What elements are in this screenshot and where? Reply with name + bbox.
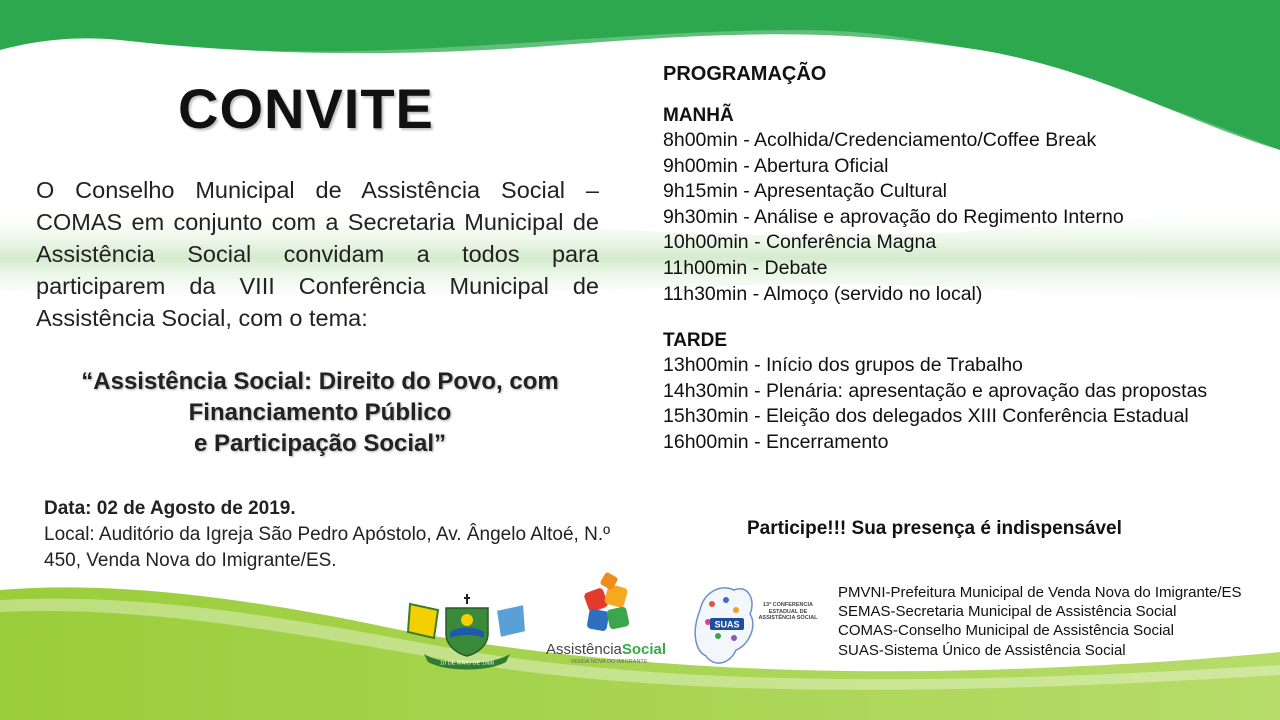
assistencia-subtitle: VENDA NOVA DO IMIGRANTE bbox=[570, 659, 648, 665]
schedule-item: 9h00min - Abertura Oficial bbox=[663, 154, 889, 177]
coat-of-arms-ribbon-text: 10 DE MAIO DE 1988 bbox=[440, 660, 494, 667]
theme-line: e Participação Social” bbox=[193, 430, 447, 457]
credits-list bbox=[838, 583, 1242, 660]
credit-line: SEMAS-Secretaria Municipal de Assistência Social bbox=[838, 603, 1177, 621]
svg-text:AssistênciaSocial bbox=[546, 641, 666, 658]
conference-theme bbox=[30, 366, 610, 459]
event-location: Local: Auditório da Igreja São Pedro Apóstolo, Av. Ângelo Altoé, N.º 450, Venda Nova do Imigrante/ES. bbox=[44, 524, 611, 571]
credit-line: SUAS-Sistema Único de Assistência Social bbox=[838, 641, 1126, 659]
schedule-item: 9h30min - Análise e aprovação do Regimento Interno bbox=[663, 205, 1124, 228]
schedule-item: 10h00min - Conferência Magna bbox=[663, 231, 937, 254]
social-text: Social bbox=[621, 641, 667, 658]
credit-line: PMVNI-Prefeitura Municipal de Venda Nova do Imigrante/ES bbox=[838, 584, 1242, 601]
coat-of-arms-logo bbox=[404, 588, 530, 674]
schedule-item: 14h30min - Plenária: apresentação e aprovação das propostas bbox=[663, 379, 1208, 402]
event-date: Data: 02 de Agosto de 2019. bbox=[44, 498, 296, 519]
suas-conference-logo bbox=[690, 580, 822, 672]
page-title: CONVITE bbox=[178, 77, 434, 140]
theme-line: Financiamento Público bbox=[188, 399, 452, 426]
section-spacer bbox=[663, 307, 1273, 329]
credit-line: COMAS-Conselho Municipal de Assistência Social bbox=[838, 622, 1174, 640]
call-to-action: Participe!!! Sua presença é indispensável bbox=[747, 518, 1122, 539]
assistencia-text: Assistência bbox=[546, 641, 622, 658]
schedule-item: 9h15min - Apresentação Cultural bbox=[663, 180, 947, 203]
program-section bbox=[663, 63, 1273, 456]
schedule-item: 13h00min - Início dos grupos de Trabalho bbox=[663, 354, 1023, 377]
schedule-item: 15h30min - Eleição dos delegados XIII Conferência Estadual bbox=[663, 405, 1189, 428]
intro-paragraph: O Conselho Municipal de Assistência Social – COMAS em conjunto com a Secretaria Municipal de Assistência Social convidam a todos para participarem da VIII Conferência Municipal de Assistência Social, com o tema: bbox=[36, 177, 599, 331]
afternoon-label: TARDE bbox=[663, 330, 728, 352]
conference-text: 13ª CONFERÊNCIA ESTADUAL DE ASSISTÊNCIA SOCIAL bbox=[758, 602, 818, 621]
logos-row bbox=[400, 572, 830, 672]
assistencia-social-logo bbox=[542, 572, 676, 668]
theme-line: “Assistência Social: Direito do Povo, com bbox=[81, 368, 559, 395]
event-info bbox=[44, 496, 614, 574]
schedule-item: 11h00min - Debate bbox=[663, 256, 828, 279]
program-heading: PROGRAMAÇÃO bbox=[663, 63, 827, 85]
suas-label: SUAS bbox=[714, 619, 740, 630]
morning-label: MANHÃ bbox=[663, 105, 734, 126]
schedule-item: 11h30min - Almoço (servido no local) bbox=[663, 282, 983, 305]
schedule-item: 16h00min - Encerramento bbox=[663, 430, 889, 453]
schedule-item: 8h00min - Acolhida/Credenciamento/Coffee Break bbox=[663, 129, 1097, 151]
